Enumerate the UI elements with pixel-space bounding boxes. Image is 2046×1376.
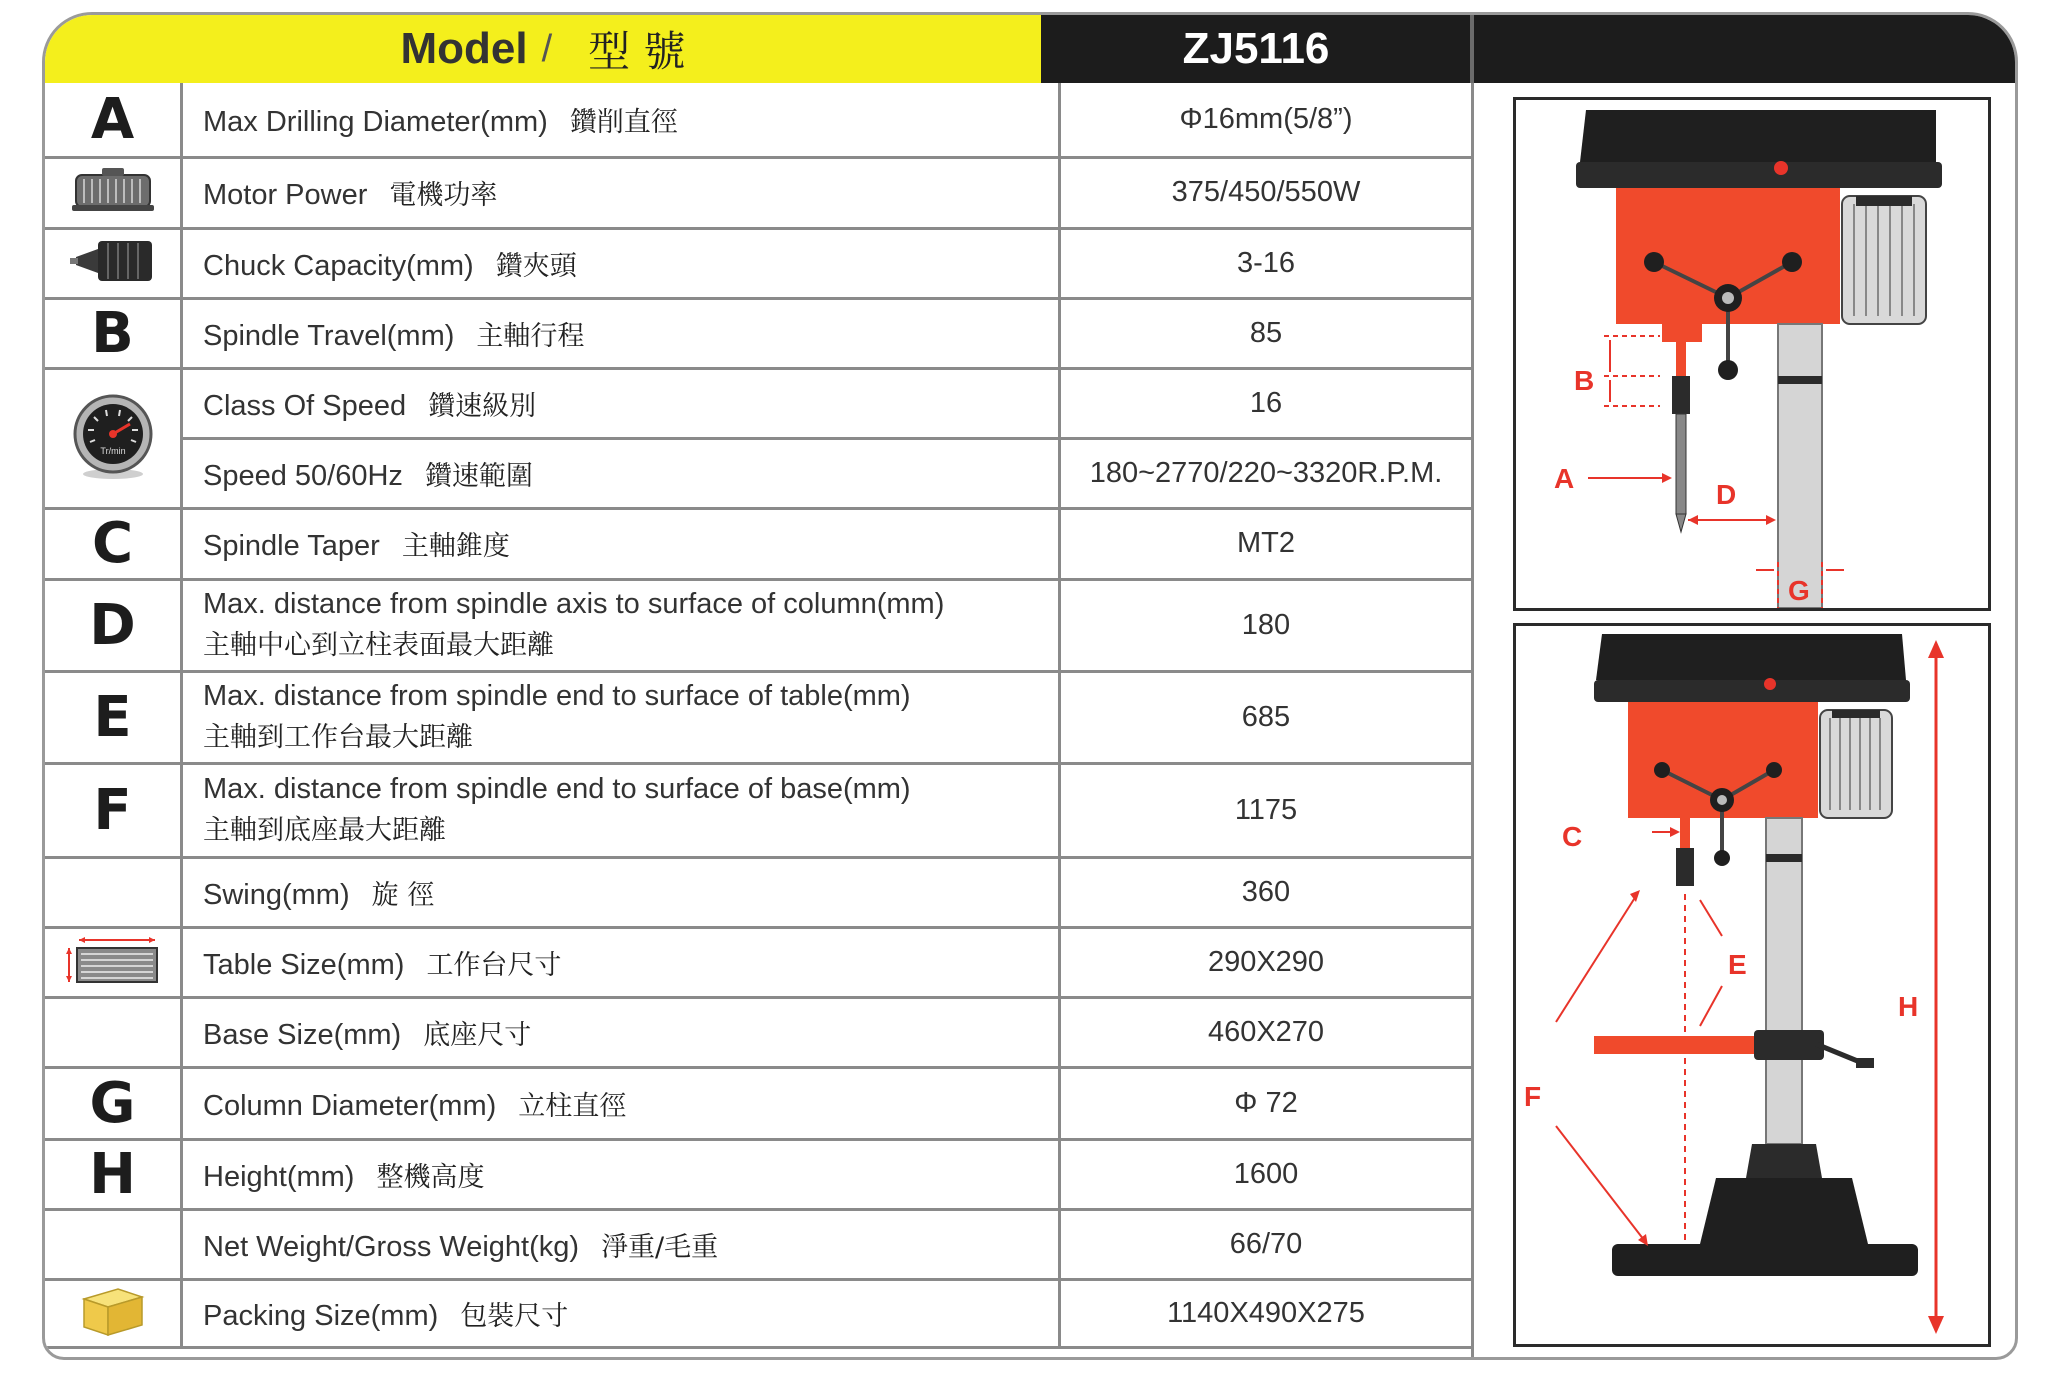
diagram-label-h: H [1898, 991, 1919, 1022]
row-key-cell [45, 1209, 182, 1279]
row-letter: E [93, 684, 132, 750]
row-key-cell [45, 671, 182, 763]
table-row [45, 228, 1471, 298]
row-value: 360 [1060, 857, 1472, 927]
model-slash: / [541, 27, 553, 70]
model-header [45, 15, 1041, 83]
table-row [45, 671, 1471, 763]
table-row [45, 83, 1471, 157]
row-value: 85 [1060, 298, 1472, 368]
row-label: Class Of Speed [203, 389, 407, 422]
spec-table [45, 83, 1471, 1349]
row-label-zh: 主軸到底座最大距離 [203, 815, 446, 846]
table-row [45, 1139, 1471, 1209]
row-label-zh: 立柱直徑 [518, 1090, 627, 1122]
motor-icon [70, 165, 156, 215]
row-label-cell [182, 1209, 1060, 1279]
table-row [45, 438, 1471, 508]
model-label: Model [400, 24, 528, 73]
row-key-cell [45, 1279, 182, 1347]
row-label-zh: 鑽速範圍 [424, 460, 533, 492]
row-label-zh: 主軸中心到立柱表面最大距離 [203, 630, 554, 661]
row-letter: H [89, 1141, 136, 1207]
row-label-cell [182, 927, 1060, 997]
drill-press-diagram-bottom [1516, 626, 1988, 1344]
row-label: Max. distance from spindle end to surface of base(mm) [203, 773, 911, 805]
table-row [45, 857, 1471, 927]
row-label-zh: 鑽削直徑 [569, 106, 678, 138]
table-row [45, 368, 1471, 438]
diagram-label-c: C [1562, 821, 1583, 852]
row-key-cell [45, 763, 182, 857]
row-label-zh: 淨重/毛重 [601, 1231, 719, 1263]
row-label-cell [182, 83, 1060, 157]
table-row [45, 157, 1471, 228]
row-label-cell [182, 763, 1060, 857]
model-code: ZJ5116 [1041, 15, 1471, 83]
row-value: 3-16 [1060, 228, 1472, 298]
row-value: 16 [1060, 368, 1472, 438]
speedometer-unit: Tr/min [99, 445, 126, 456]
header-bar [45, 15, 2015, 83]
header-blank [1471, 15, 2015, 83]
table-row [45, 927, 1471, 997]
row-value: 460X270 [1060, 997, 1472, 1067]
row-label-cell [182, 1067, 1060, 1139]
row-label: Max. distance from spindle axis to surface of column(mm) [203, 588, 945, 620]
row-key-cell [45, 508, 182, 579]
header-divider [1470, 15, 1474, 83]
row-label-cell [182, 997, 1060, 1067]
row-label-cell [182, 228, 1060, 298]
row-value: 290X290 [1060, 927, 1472, 997]
row-letter: C [91, 511, 134, 576]
row-label-zh: 工作台尺寸 [426, 949, 562, 981]
row-label-cell [182, 671, 1060, 763]
row-label: Chuck Capacity(mm) [203, 249, 474, 282]
table-row [45, 298, 1471, 368]
row-label: Motor Power [203, 179, 368, 211]
diagram-panel-top [1513, 97, 1991, 611]
row-label: Net Weight/Gross Weight(kg) [203, 1230, 580, 1263]
row-key-cell [45, 1067, 182, 1139]
row-key-cell [45, 368, 182, 508]
table-row [45, 763, 1471, 857]
row-key-cell [45, 579, 182, 671]
row-value: 1140X490X275 [1060, 1279, 1472, 1347]
diagram-label-e: E [1728, 949, 1747, 980]
row-key-cell [45, 1139, 182, 1209]
row-label-zh: 鑽夾頭 [495, 250, 577, 282]
row-key-cell [45, 857, 182, 927]
row-label-zh: 主軸行程 [476, 320, 585, 352]
row-label-zh: 主軸錐度 [401, 531, 510, 562]
row-letter: F [93, 777, 132, 843]
row-label-zh: 整機高度 [376, 1161, 485, 1193]
row-letter: B [91, 300, 134, 366]
row-letter: A [90, 86, 135, 152]
row-label-zh: 旋 徑 [371, 879, 435, 911]
drill-press-diagram-top [1516, 100, 1988, 608]
table-row [45, 1209, 1471, 1279]
row-key-cell [45, 997, 182, 1067]
table-row [45, 508, 1471, 579]
row-label: Base Size(mm) [203, 1018, 402, 1051]
row-key-cell [45, 83, 182, 157]
chuck-icon [68, 237, 158, 285]
row-key-cell [45, 157, 182, 228]
speedometer-icon [70, 390, 156, 482]
row-label-cell [182, 508, 1060, 579]
row-label: Table Size(mm) [203, 948, 405, 981]
table-row [45, 1279, 1471, 1347]
row-label-zh: 鑽速級別 [428, 390, 537, 422]
table-row [45, 997, 1471, 1067]
row-letter: D [89, 592, 136, 658]
row-label-cell [182, 298, 1060, 368]
row-key-cell [45, 298, 182, 368]
row-value: Φ 72 [1060, 1067, 1472, 1139]
row-label: Packing Size(mm) [203, 1299, 439, 1332]
diagram-label-f: F [1524, 1081, 1542, 1112]
diagram-label-d: D [1716, 479, 1737, 510]
row-label-zh: 電機功率 [389, 180, 498, 211]
row-value: MT2 [1060, 508, 1472, 579]
row-label-cell [182, 857, 1060, 927]
table-icon [65, 934, 161, 986]
row-label: Column Diameter(mm) [203, 1089, 497, 1122]
diagram-panel-bottom [1513, 623, 1991, 1347]
row-label-cell [182, 1279, 1060, 1347]
row-label-zh: 主軸到工作台最大距離 [203, 722, 473, 753]
diagram-label-g: G [1788, 575, 1810, 606]
row-label-cell [182, 368, 1060, 438]
row-label-cell [182, 438, 1060, 508]
row-label: Swing(mm) [203, 878, 350, 911]
row-value: 1600 [1060, 1139, 1472, 1209]
row-label-cell [182, 1139, 1060, 1209]
row-value: Φ16mm(5/8”) [1060, 83, 1472, 157]
row-key-cell [45, 927, 182, 997]
row-label: Height(mm) [203, 1160, 355, 1193]
model-label-zh: 型 號 [588, 27, 686, 76]
row-label: Spindle Travel(mm) [203, 319, 455, 352]
row-value: 180 [1060, 579, 1472, 671]
row-value: 685 [1060, 671, 1472, 763]
row-value: 375/450/550W [1060, 157, 1472, 228]
row-label: Spindle Taper [203, 530, 380, 562]
row-label-zh: 包裝尺寸 [460, 1300, 569, 1332]
row-label-cell [182, 157, 1060, 228]
diagram-label-a: A [1554, 463, 1575, 494]
row-label: Max. distance from spindle end to surface of table(mm) [203, 680, 911, 712]
diagram-column [1471, 83, 2015, 1357]
row-key-cell [45, 228, 182, 298]
row-label-cell [182, 579, 1060, 671]
spec-sheet [42, 12, 2018, 1360]
row-value: 1175 [1060, 763, 1472, 857]
row-label: Max Drilling Diameter(mm) [203, 105, 548, 138]
row-value: 66/70 [1060, 1209, 1472, 1279]
diagram-label-b: B [1574, 365, 1595, 396]
row-label-zh: 底座尺寸 [423, 1019, 532, 1051]
table-row [45, 1067, 1471, 1139]
table-row [45, 579, 1471, 671]
row-label: Speed 50/60Hz [203, 459, 403, 492]
row-value: 180~2770/220~3320R.P.M. [1060, 438, 1472, 508]
box-icon [78, 1283, 148, 1339]
row-letter: G [89, 1070, 136, 1136]
